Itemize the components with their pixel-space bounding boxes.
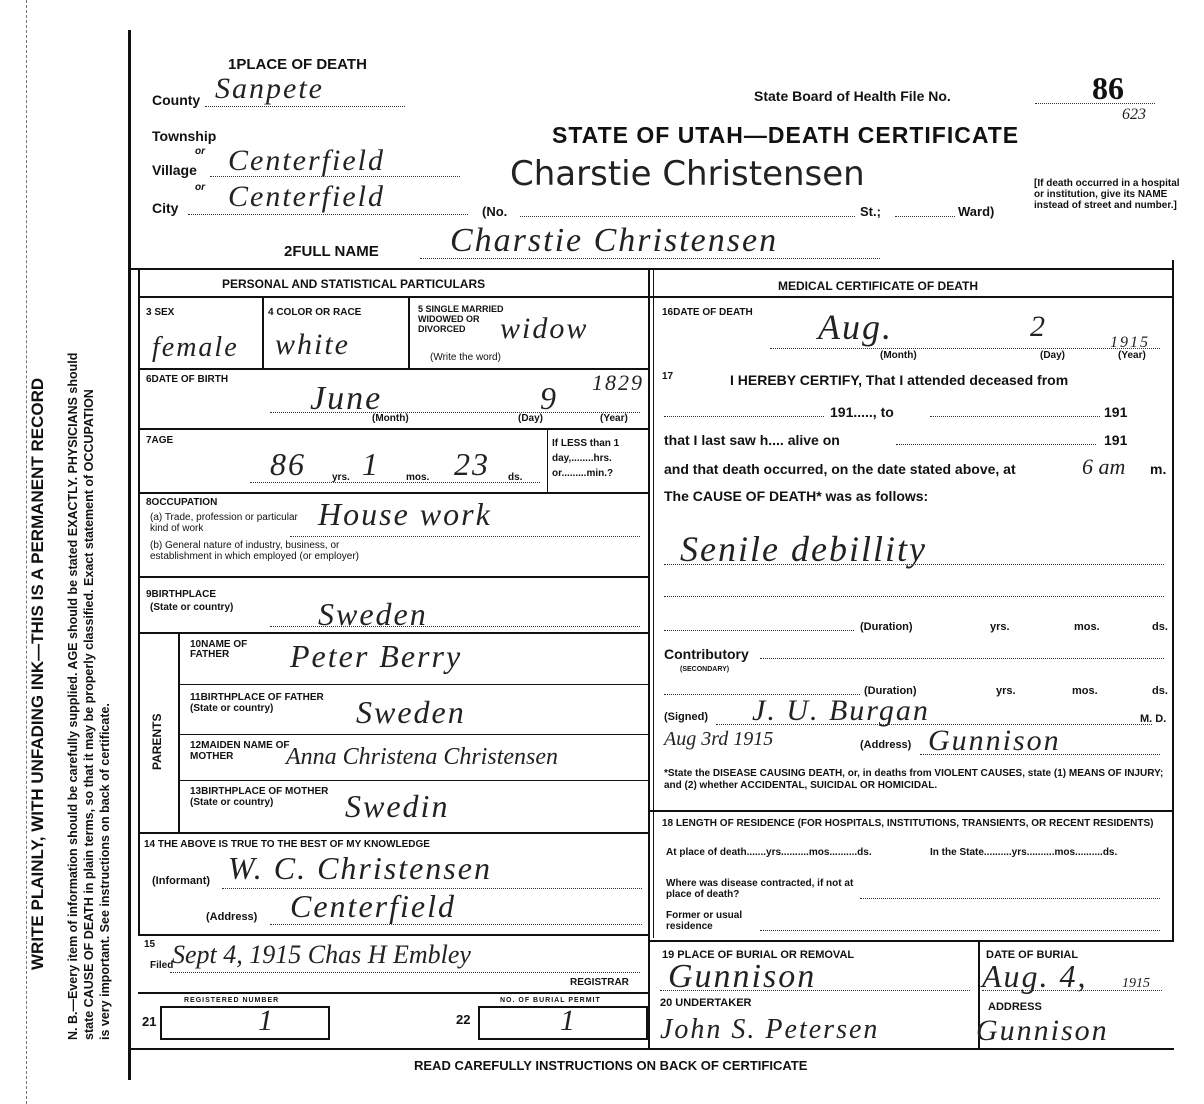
parents-label: PARENTS	[150, 713, 164, 770]
mother-label: 12MAIDEN NAME OF MOTHER	[190, 740, 290, 762]
row-line-4	[138, 576, 650, 578]
dob-month: June	[310, 380, 383, 417]
ds-label: ds.	[508, 472, 523, 483]
sign-date: Aug 3rd 1915	[664, 728, 774, 750]
typed-name: Charstie Christensen	[510, 154, 865, 194]
township-label: Township	[152, 128, 217, 144]
city-line	[188, 214, 468, 215]
burial-date-line	[982, 990, 1162, 991]
marital-label: 5 SINGLE MARRIED WIDOWED OR DIVORCED	[418, 304, 504, 334]
ward-line	[895, 216, 955, 217]
full-name-label: 2FULL NAME	[284, 243, 379, 260]
address-line	[270, 924, 642, 925]
file-sub-number: 623	[1122, 106, 1146, 123]
certify-end: 191	[1104, 404, 1128, 420]
age-days: 23	[454, 446, 490, 482]
item-17: 17	[662, 371, 674, 382]
time-unit: m.	[1150, 461, 1167, 477]
true-statement: 14 THE ABOVE IS TRUE TO THE BEST OF MY KNOWLEDGE	[144, 839, 430, 850]
duration-yrs-2: yrs.	[996, 685, 1016, 697]
outer-right-border	[1172, 260, 1174, 940]
parents-line-2	[180, 734, 650, 735]
dob-label: 6DATE OF BIRTH	[146, 374, 229, 385]
file-number: 86	[1092, 70, 1124, 106]
contracted-line	[860, 898, 1160, 899]
occupation-a: (a) Trade, profession or particular kind of work	[150, 512, 298, 534]
street-line	[520, 216, 855, 217]
sign-address: Gunnison	[928, 724, 1061, 757]
undertaker-value: John S. Petersen	[660, 1014, 880, 1045]
village-label: Village	[152, 162, 197, 178]
undertaker-label: 20 UNDERTAKER	[660, 997, 752, 1009]
row-line-6	[138, 832, 650, 834]
duration-mos: mos.	[1074, 621, 1100, 633]
yrs-label: yrs.	[332, 472, 350, 483]
st-label: St.;	[860, 204, 881, 219]
dob-month-caption: (Month)	[372, 413, 409, 424]
marital-note: (Write the word)	[430, 352, 501, 363]
occupation-value: House work	[318, 496, 492, 532]
burial-place-line	[660, 990, 970, 991]
filed-no: 15	[144, 939, 156, 950]
cause-line-1	[664, 564, 1164, 565]
instructions-line-1: N. B.—Every item of information should be carefully supplied. AGE should be stated EXACTLY. PHYSICIANS should	[66, 352, 80, 1040]
certify-line-1	[664, 416, 824, 417]
parents-divider	[178, 634, 180, 832]
dob-line	[270, 412, 640, 413]
age-label: 7AGE	[146, 435, 174, 446]
medical-line-2	[650, 940, 1174, 942]
burial-place-label: 19 PLACE OF BURIAL OR REMOVAL	[662, 949, 855, 961]
father-birthplace-value: Sweden	[356, 694, 466, 730]
contributory-line	[760, 658, 1164, 659]
filed-value: Sept 4, 1915 Chas H Embley	[172, 940, 471, 969]
row-line-1	[138, 368, 650, 370]
death-day-caption: (Day)	[1040, 350, 1066, 361]
burial-year: 1915	[1122, 976, 1150, 991]
medical-line-1	[650, 810, 1174, 812]
duration-label-2: (Duration)	[864, 685, 917, 697]
row-line-7	[138, 934, 650, 936]
address-label: (Address)	[206, 911, 258, 923]
instructions-line-2: state CAUSE OF DEATH in plain terms, so that it may be properly classified. Exact statement of OCCUPATION	[82, 389, 96, 1040]
time-value: 6 am	[1082, 454, 1126, 479]
signed-value: J. U. Burgan	[752, 694, 930, 727]
death-year-caption: (Year)	[1118, 350, 1146, 361]
place-of-death-heading: 1PLACE OF DEATH	[228, 56, 367, 73]
section-top-line	[130, 268, 1174, 270]
filed-line	[170, 972, 640, 973]
row-line-3	[138, 492, 650, 494]
full-name-value: Charstie Christensen	[450, 222, 779, 259]
medical-section-title: MEDICAL CERTIFICATE OF DEATH	[778, 279, 978, 293]
residence-label: 18 LENGTH OF RESIDENCE (FOR HOSPITALS, INSTITUTIONS, TRANSIENTS, OR RECENT RESIDENTS)	[662, 818, 1154, 829]
duration-ds: ds.	[1152, 621, 1168, 633]
last-saw-year: 191	[1104, 432, 1128, 448]
at-place-label: At place of death.......yrs..........mos..........ds.	[666, 847, 872, 858]
center-divider-2	[653, 268, 654, 938]
mos-label: mos.	[406, 472, 430, 483]
marital-value: widow	[500, 312, 589, 345]
death-day: 2	[1030, 310, 1047, 343]
md-label: M. D.	[1140, 713, 1167, 725]
city-value: Centerfield	[228, 180, 385, 213]
village-value: Centerfield	[228, 144, 385, 177]
informant-label: (Informant)	[152, 875, 211, 887]
cause-value: Senile debillity	[680, 529, 927, 569]
date-of-death-label: 16DATE OF DEATH	[662, 307, 753, 318]
birthplace-line	[270, 626, 640, 627]
row-line-2	[138, 428, 650, 430]
footer-instructions: READ CAREFULLY INSTRUCTIONS ON BACK OF CERTIFICATE	[414, 1058, 808, 1073]
sign-address-label: (Address)	[860, 739, 912, 751]
death-year: 1915	[1110, 334, 1150, 351]
cause-line-3	[664, 630, 854, 631]
street-no-label: (No.	[482, 204, 508, 219]
address-value: Centerfield	[290, 888, 456, 924]
occurred-text: and that death occurred, on the date stated above, at	[664, 461, 1016, 477]
certify-line-2	[930, 416, 1100, 417]
or-label: or	[195, 146, 205, 157]
informant-value: W. C. Christensen	[228, 850, 492, 886]
sex-divider	[262, 298, 264, 368]
in-state-label: In the State..........yrs..........mos..........ds.	[930, 847, 1118, 858]
former-line	[760, 930, 1160, 931]
outer-left-border	[128, 30, 131, 1080]
dob-year-caption: (Year)	[600, 413, 628, 424]
sex-label: 3 SEX	[146, 307, 175, 318]
county-line	[205, 106, 405, 107]
ward-label: Ward)	[958, 204, 995, 219]
city-label: City	[152, 200, 179, 216]
or-label-2: or	[195, 182, 205, 193]
duration-label: (Duration)	[860, 621, 913, 633]
age-months: 1	[362, 446, 380, 482]
burial-permit-value: 1	[560, 1004, 577, 1037]
age-years: 86	[270, 446, 306, 482]
center-divider	[648, 268, 650, 1048]
county-value: Sanpete	[215, 72, 324, 105]
hospital-note: [If death occurred in a hospital or institution, give its NAME instead of street and number.]	[1034, 178, 1180, 211]
father-birthplace-label: 11BIRTHPLACE OF FATHER (State or country)	[190, 692, 324, 714]
certify-text: I HEREBY CERTIFY, That I attended deceased from	[730, 372, 1069, 388]
cause-line-2	[664, 596, 1164, 597]
dob-day-caption: (Day)	[518, 413, 544, 424]
binding-edge	[0, 0, 27, 1104]
county-label: County	[152, 92, 201, 108]
cause-label: The CAUSE OF DEATH* was as follows:	[664, 488, 929, 504]
file-number-label: State Board of Health File No.	[754, 88, 951, 104]
certify-range: 191....., to	[830, 404, 894, 420]
signed-label: (Signed)	[664, 711, 708, 723]
age-line	[250, 482, 540, 483]
mother-value: Anna Christena Christensen	[286, 744, 559, 770]
reg-number-box	[160, 1006, 330, 1040]
last-saw-text: that I last saw h.... alive on	[664, 432, 840, 448]
parents-line-3	[180, 780, 650, 781]
permanent-record-text: WRITE PLAINLY, WITH UNFADING INK—THIS IS A PERMANENT RECORD	[28, 377, 47, 970]
duration-mos-2: mos.	[1072, 685, 1098, 697]
duration-ds-2: ds.	[1152, 685, 1168, 697]
mother-birthplace-label: 13BIRTHPLACE OF MOTHER (State or country)	[190, 786, 329, 808]
birthplace-sub: (State or country)	[150, 602, 234, 613]
parents-line-1	[180, 684, 650, 685]
burial-permit-prefix: 22	[456, 1012, 471, 1027]
mother-birthplace-value: Swedin	[345, 788, 450, 824]
burial-date-label: DATE OF BURIAL	[986, 949, 1079, 961]
reg-number-label: REGISTERED NUMBER	[184, 997, 280, 1004]
personal-section-title: PERSONAL AND STATISTICAL PARTICULARS	[222, 277, 486, 291]
death-month-caption: (Month)	[880, 350, 917, 361]
color-label: 4 COLOR OR RACE	[268, 307, 362, 318]
contributory-label: Contributory	[664, 646, 749, 662]
less-than-note: If LESS than 1 day,........hrs. or.........min.?	[552, 438, 620, 479]
former-residence-label: Former or usual residence	[666, 910, 743, 932]
burial-date-value: Aug. 4,	[982, 958, 1088, 994]
occupation-label: 8OCCUPATION	[146, 497, 218, 508]
burial-permit-label: NO. OF BURIAL PERMIT	[500, 997, 601, 1004]
dob-day: 9	[540, 380, 558, 416]
death-date-line	[770, 348, 1160, 349]
certificate-title: STATE OF UTAH—DEATH CERTIFICATE	[552, 122, 1020, 148]
filed-label: Filed	[150, 960, 174, 971]
father-value: Peter Berry	[290, 638, 463, 674]
color-divider	[408, 298, 410, 368]
secondary-label: (SECONDARY)	[680, 666, 730, 673]
violent-causes-note: *State the DISEASE CAUSING DEATH, or, in deaths from VIOLENT CAUSES, state (1) MEANS OF INJURY; and (2) whether ACCIDENTAL, SUICIDAL OR HOMICIDAL.	[664, 768, 1164, 791]
sex-value: female	[152, 332, 239, 363]
death-month: Aug.	[818, 307, 893, 347]
section-top-line-2	[138, 296, 1172, 298]
contracted-label: Where was disease contracted, if not at place of death?	[666, 878, 854, 900]
registrar-label: REGISTRAR	[570, 977, 629, 988]
duration-yrs: yrs.	[990, 621, 1010, 633]
father-label: 10NAME OF FATHER	[190, 639, 248, 660]
last-saw-line	[896, 444, 1096, 445]
reg-number-prefix: 21	[142, 1014, 157, 1029]
undertaker-address-value: Gunnison	[976, 1014, 1109, 1047]
color-value: white	[275, 328, 350, 361]
dob-year: 1829	[592, 370, 644, 395]
row-line-8	[138, 992, 650, 994]
instructions-line-3: is very important. See instructions on back of certificate.	[98, 703, 112, 1040]
occupation-b: (b) General nature of industry, business, or establishment in which employed (or employer)	[150, 540, 359, 562]
reg-number-value: 1	[258, 1004, 275, 1037]
undertaker-address-label: ADDRESS	[988, 1001, 1042, 1013]
bottom-line	[130, 1048, 1174, 1050]
occupation-line	[290, 536, 640, 537]
sign-address-line	[920, 754, 1160, 755]
age-divider	[547, 430, 548, 492]
birthplace-value: Sweden	[318, 596, 428, 632]
birthplace-label: 9BIRTHPLACE	[146, 589, 217, 600]
burial-place-value: Gunnison	[668, 958, 817, 995]
